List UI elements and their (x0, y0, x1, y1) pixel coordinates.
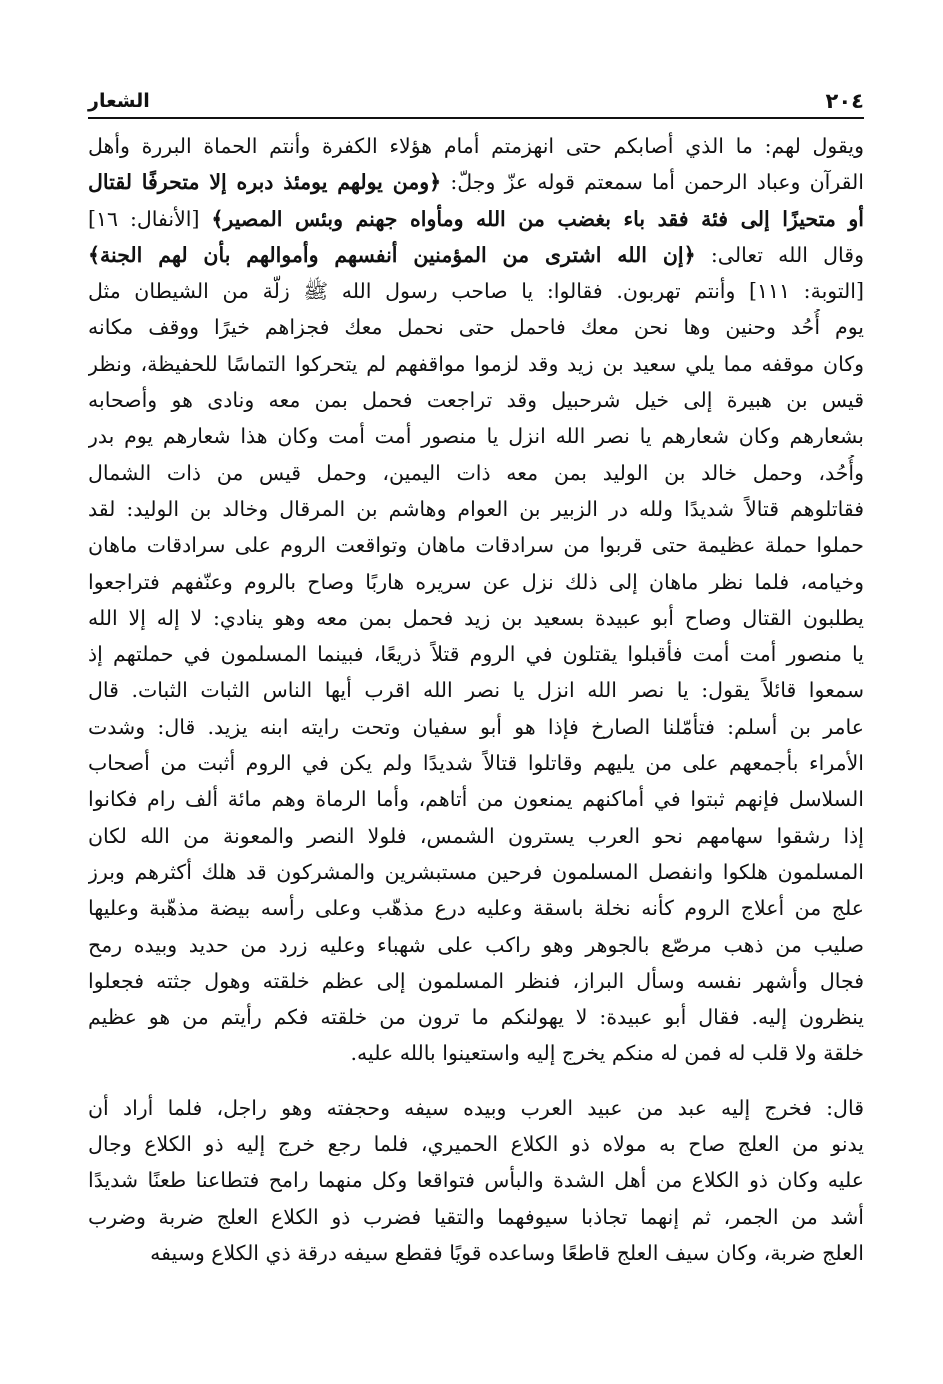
text-line (88, 382, 864, 418)
text-span: وقال الله تعالى: (695, 242, 864, 267)
text-line (88, 1126, 864, 1162)
paragraph (88, 1090, 864, 1271)
text-span: قيس بن هبيرة إلى خيل شرحبيل وقد تراجعت فحمل بمن معه ونادى هو وأصحابه (88, 388, 864, 413)
text-span: قال: فخرج إليه عبد من عبيد العرب وبيده سيفه وحجفته وهو راجل، فلما أراد أن (88, 1095, 864, 1120)
quran-quote: ﴿ومن يولهم يومئذ دبره إلا متحرفًا لقتال (88, 170, 442, 195)
text-span: [التوبة: ١١١] وأنتم تهربون. فقالوا: يا صاحب رسول الله ﷺ زلّة من الشيطان مثل (88, 279, 864, 304)
text-span: وخيامه، فلما نظر ماهان إلى ذلك نزل عن سريره هاربًا وصاح بالروم وعنّفهم فتراجعوا (88, 569, 864, 594)
running-title: الشعار (88, 90, 150, 112)
page-header (88, 80, 864, 114)
text-span: الأمراء بأجمعهم على من يليهم وقاتلوا قتالاً شديدًا ولم يكن في الروم أثبت من أصحاب (88, 751, 864, 776)
text-span: ينظرون إليه. فقال أبو عبيدة: لا يهولنكم ما ترون من خلقته فكم رأيتم من هو عظيم (88, 1005, 864, 1030)
text-line (88, 491, 864, 527)
text-span: يدنو من العلج صاح به مولاه ذو الكلاع الحميري، فلما رجع خرج إليه ذو الكلاع وجال (88, 1132, 864, 1157)
text-span: عليه وكان ذو الكلاع من أهل الشدة والبأس فتواقعا وكل منهما رامح فتطاعنا طعنًا شديدًا (88, 1168, 864, 1193)
text-line (88, 309, 864, 345)
text-line (88, 1162, 864, 1198)
quran-quote: أو متحيزًا إلى فئة فقد باء بغضب من الله ومأواه جهنم وبئس المصير﴾ (211, 206, 864, 231)
text-span: ويقول لهم: ما الذي أصابكم حتى انهزمتم أمام هؤلاء الكفرة وأنتم الحماة البررة وأهل (88, 134, 864, 158)
text-line (88, 709, 864, 745)
text-line (88, 1199, 864, 1235)
text-line (88, 854, 864, 890)
text-span: علج من أعلاج الروم كأنه نخلة باسقة وعليه درع مذهّب وعلى رأسه بيضة مذهّبة وعليها (88, 896, 864, 921)
text-span: صليب من ذهب مرصّع بالجوهر وهو راكب على شهباء وعليه زرد من حديد وبيده رمح (88, 932, 864, 957)
text-span: السلاسل فإنهم ثبتوا في أماكنهم يمنعون من أتاهم، وأما الرماة وهم مائة ألف رام فكانوا (88, 787, 864, 812)
text-span: وكان موقفه مما يلي سعيد بن زيد وقد لزموا مواقفهم لم يتحركوا التماسًا للحفيظة، ونظر (88, 351, 864, 376)
text-span: يا منصور أمت أمت فأقبلوا يقتلون في الروم قتلاً ذريعًا، فبينما المسلمون في حملتهم إذ (88, 642, 864, 667)
text-line (88, 201, 864, 237)
text-span: القرآن وعباد الرحمن أما سمعتم قوله عزّ وجلّ: (441, 170, 864, 195)
text-line (88, 346, 864, 382)
text-line (88, 128, 864, 164)
text-line (88, 1235, 864, 1271)
text-span: العلج ضربة، وكان سيف العلج قاطعًا وساعده قويًا فقطع سيفه درقة ذي الكلاع وسيفه (150, 1240, 864, 1265)
text-span: فجال وأشهر نفسه وسأل البراز، فنظر المسلمون إلى عظم خلقته وهول جثته فجعلوا (88, 968, 864, 993)
header-rule (88, 117, 864, 119)
text-line (88, 672, 864, 708)
page-number: ٢٠٤ (825, 89, 864, 113)
text-span: أشد من الجمر، ثم إنهما تجاذبا سيوفهما والتقيا فضرب ذو الكلاع العلج ضربة وضرب (88, 1204, 864, 1229)
text-line (88, 564, 864, 600)
text-line (88, 1090, 864, 1126)
text-line (88, 999, 864, 1035)
text-line (88, 927, 864, 963)
text-span: يطلبون القتال وصاح أبو عبيدة بسعيد بن زيد فحمل بمن معه وهو ينادي: لا إله إلا الله (88, 605, 864, 630)
text-span: إذا رشقوا سهامهم نحو العرب يسترون الشمس، فلولا النصر والمعونة من الله لكان (88, 823, 864, 848)
text-line (88, 164, 864, 200)
text-span: فقاتلوهم قتالاً شديدًا ولله در الزبير بن العوام وهاشم بن المرقال وخالد بن الوليد: لقد (88, 496, 864, 521)
text-line (88, 237, 864, 273)
text-line (88, 636, 864, 672)
text-span: وأُحُد، وحمل خالد بن الوليد بمن معه ذات اليمين، وحمل قيس من ذات الشمال (88, 460, 864, 485)
text-line (88, 527, 864, 563)
text-line (88, 963, 864, 999)
paragraph (88, 128, 864, 1072)
text-line (88, 600, 864, 636)
text-line (88, 818, 864, 854)
text-line (88, 273, 864, 309)
text-span: عامر بن أسلم: فتأمّلنا الصارخ فإذا هو أبو سفيان وتحت رايته ابنه يزيد. قال: وشدت (88, 714, 864, 739)
text-span: خلقة ولا قلب له فمن له منكم يخرج إليه واستعينوا بالله عليه. (350, 1041, 864, 1066)
text-line (88, 890, 864, 926)
text-span: يوم أُحُد وحنين وها نحن معك فاحمل حتى نحمل معك فجزاهم خيرًا ووقف مكانه (88, 315, 864, 340)
quran-quote: ﴿إن الله اشترى من المؤمنين أنفسهم وأموالهم بأن لهم الجنة﴾ (88, 242, 696, 267)
text-line (88, 1035, 864, 1071)
text-line (88, 418, 864, 454)
text-span: حملوا حملة عظيمة حتى قربوا من سرادقات ماهان وتواقعت الروم على سرادقات ماهان (88, 533, 864, 558)
text-line (88, 455, 864, 491)
page-body (88, 128, 864, 1271)
text-span: سمعوا قائلاً يقول: يا نصر الله انزل يا نصر الله اقرب أيها الناس الثبات الثبات. قال (88, 678, 864, 703)
text-span: [الأنفال: ١٦] (88, 206, 212, 231)
text-line (88, 745, 864, 781)
text-span: بشعارهم وكان شعارهم يا نصر الله انزل يا منصور أمت أمت وكان هذا شعارهم يوم بدر (88, 424, 864, 449)
text-line (88, 781, 864, 817)
text-span: المسلمون هلكوا وانفصل المسلمون فرحين مستبشرين والمشركون قد هلك أكثرهم وبرز (88, 859, 864, 884)
